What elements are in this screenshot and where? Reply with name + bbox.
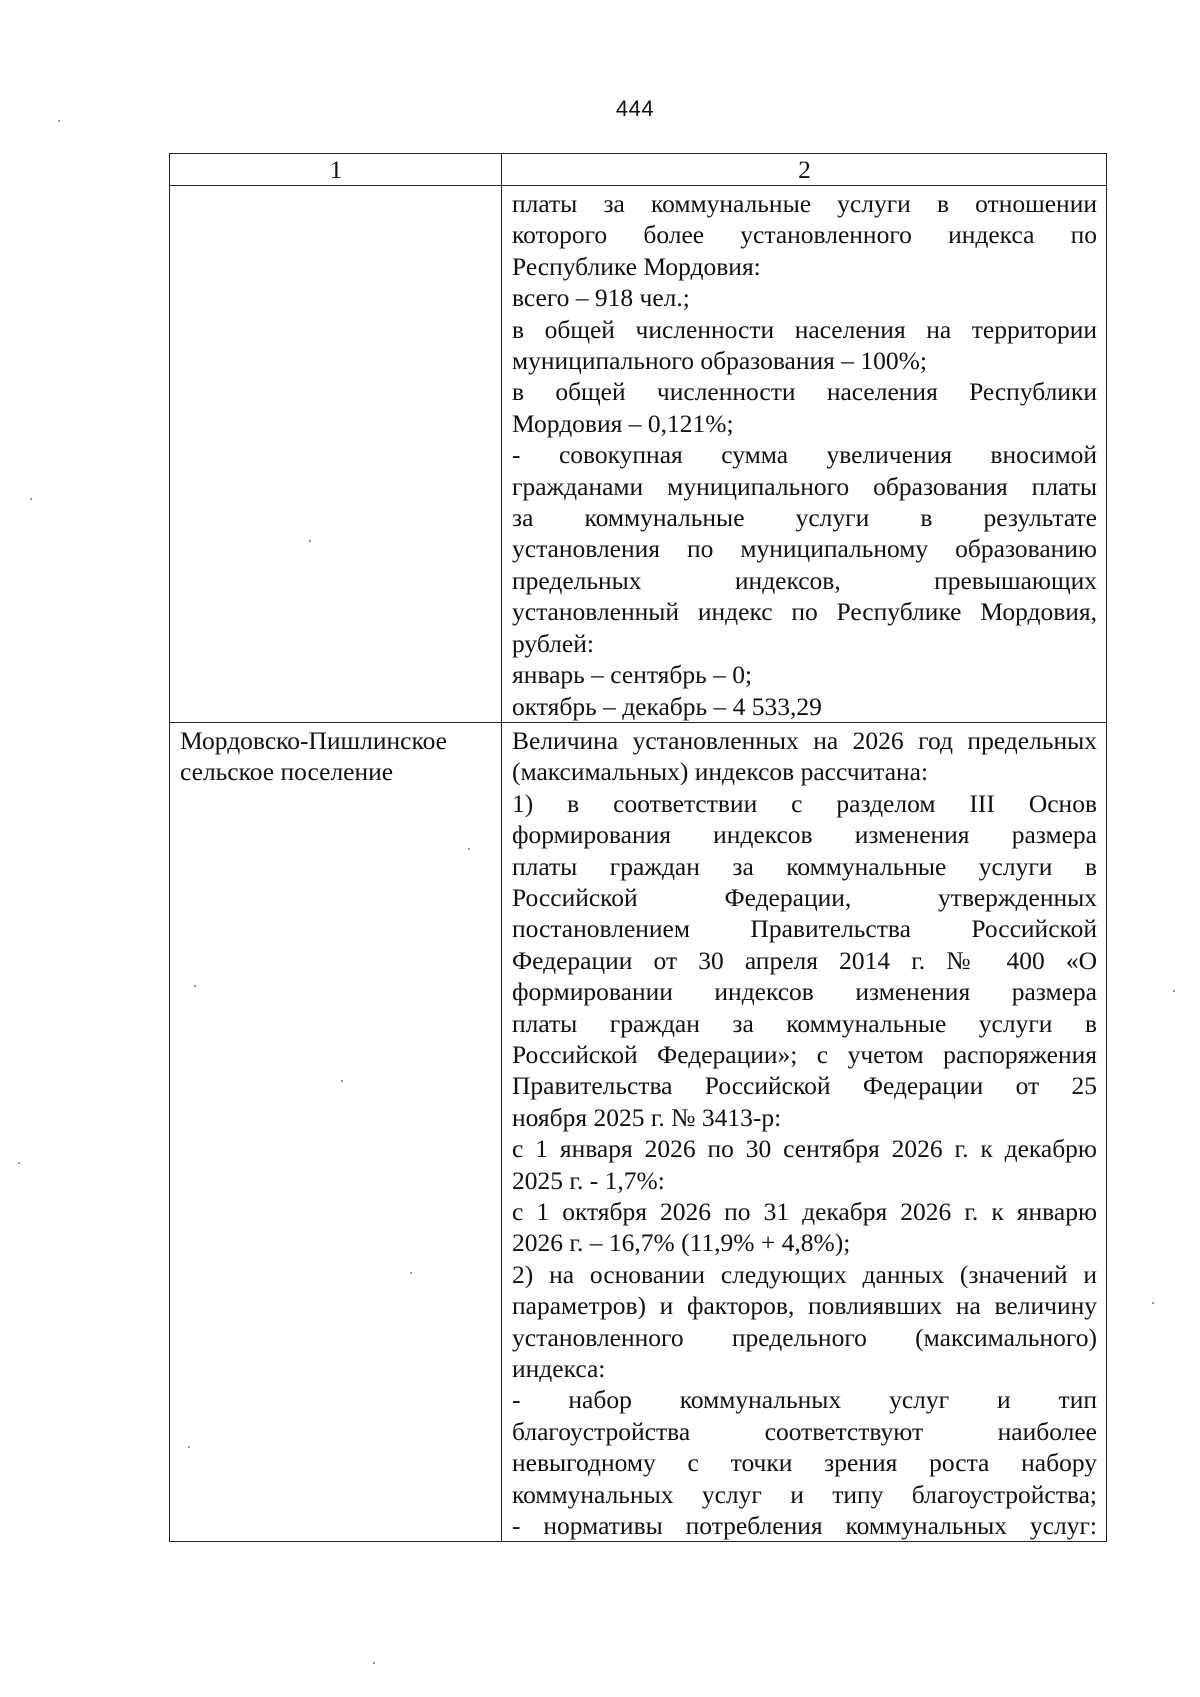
text-line: Республике Мордовия: (512, 251, 761, 281)
table-cell-municipality (170, 722, 502, 1542)
text-line: - набор коммунальных услуг и тип (512, 1385, 1097, 1415)
text-line: с 1 января 2026 по 30 сентября 2026 г. к декабрю (512, 1134, 1097, 1164)
text-line: платы граждан за коммунальные услуги в (512, 851, 1097, 881)
text-line: в общей численности населения на территории (512, 314, 1097, 344)
scan-speck (194, 985, 196, 987)
text-line: октябрь – декабрь – 4 533,29 (512, 691, 822, 721)
scan-speck (30, 498, 32, 500)
scan-speck (410, 1272, 412, 1274)
text-line: Мордовия – 0,121%; (512, 408, 734, 438)
text-line: в общей численности населения Республики (512, 377, 1097, 407)
text-line: сельское поселение (180, 757, 394, 787)
text-line: формирования индексов изменения размера (512, 820, 1097, 850)
text-line: установления по муниципальному образованию (512, 534, 1097, 564)
cell-lines (180, 723, 492, 788)
table-cell-municipality (170, 186, 502, 723)
column-header-1: 1 (170, 154, 502, 186)
scan-speck (58, 120, 60, 122)
text-line: формировании индексов изменения размера (512, 977, 1097, 1007)
table-header-row (170, 154, 1107, 186)
text-line: Правительства Российской Федерации от 25 (512, 1071, 1097, 1101)
text-line: Величина установленных на 2026 год предельных (512, 725, 1097, 755)
scan-speck (1152, 1302, 1154, 1304)
text-line: ноября 2025 г. № 3413-р: (512, 1102, 782, 1132)
text-line: параметров) и факторов, повлиявших на величину (512, 1291, 1097, 1321)
text-line: 2026 г. – 16,7% (11,9% + 4,8%); (512, 1228, 851, 1258)
table-row (170, 186, 1107, 723)
scan-speck (373, 1662, 375, 1664)
text-line: платы за коммунальные услуги в отношении (512, 189, 1097, 218)
text-line: 2025 г. - 1,7%: (512, 1165, 665, 1195)
scan-speck (309, 540, 311, 542)
text-line: индекса: (512, 1354, 606, 1384)
text-line: Российской Федерации»; с учетом распоряжения (512, 1039, 1097, 1069)
text-line: 1) в соответствии с разделом III Основ (512, 788, 1097, 818)
text-line: - нормативы потребления коммунальных услуг: (512, 1511, 1097, 1541)
text-line: с 1 октября 2026 по 31 декабря 2026 г. к январю (512, 1197, 1097, 1226)
text-line: постановлением Правительства Российской (512, 914, 1097, 944)
cell-lines (180, 186, 492, 188)
table-cell-description (502, 186, 1107, 723)
text-line: установленного предельного (максимального) (512, 1322, 1097, 1352)
text-line: Мордовско-Пишлинское (180, 725, 447, 755)
scan-speck (188, 1446, 190, 1448)
text-line: благоустройства соответствуют наиболее (512, 1416, 1097, 1446)
text-line: (максимальных) индексов рассчитана: (512, 757, 929, 787)
cell-lines (512, 186, 1097, 722)
column-header-2: 2 (502, 154, 1107, 186)
text-line: невыгодному с точки зрения роста набору (512, 1448, 1097, 1478)
text-line: за коммунальные услуги в результате (512, 503, 1097, 533)
text-line: платы граждан за коммунальные услуги в (512, 1008, 1097, 1038)
text-line: гражданами муниципального образования платы (512, 471, 1097, 501)
scan-speck (341, 1080, 343, 1082)
text-line: предельных индексов, превышающих (512, 565, 1097, 595)
text-line: январь – сентябрь – 0; (512, 660, 753, 690)
text-line: коммунальных услуг и типу благоустройства; (512, 1479, 1097, 1509)
scan-speck (1173, 990, 1175, 992)
text-line: всего – 918 чел.; (512, 283, 690, 313)
text-line: установленный индекс по Республике Мордовия, (512, 597, 1097, 627)
text-line: муниципального образования – 100%; (512, 346, 927, 376)
data-table (169, 153, 1107, 1542)
text-line: рублей: (512, 628, 594, 658)
scan-speck (468, 848, 470, 850)
text-line: которого более установленного индекса по (512, 220, 1097, 250)
text-line: 2) на основании следующих данных (значений и (512, 1259, 1097, 1289)
table-row (170, 722, 1107, 1542)
scan-speck (18, 1162, 20, 1164)
text-line: Федерации от 30 апреля 2014 г. № 400 «О (512, 945, 1097, 975)
table-cell-description (502, 722, 1107, 1542)
text-line: Российской Федерации, утвержденных (512, 882, 1097, 912)
page-number: 444 (615, 96, 655, 121)
cell-lines (512, 723, 1097, 1542)
text-line: - совокупная сумма увеличения вносимой (512, 440, 1097, 470)
